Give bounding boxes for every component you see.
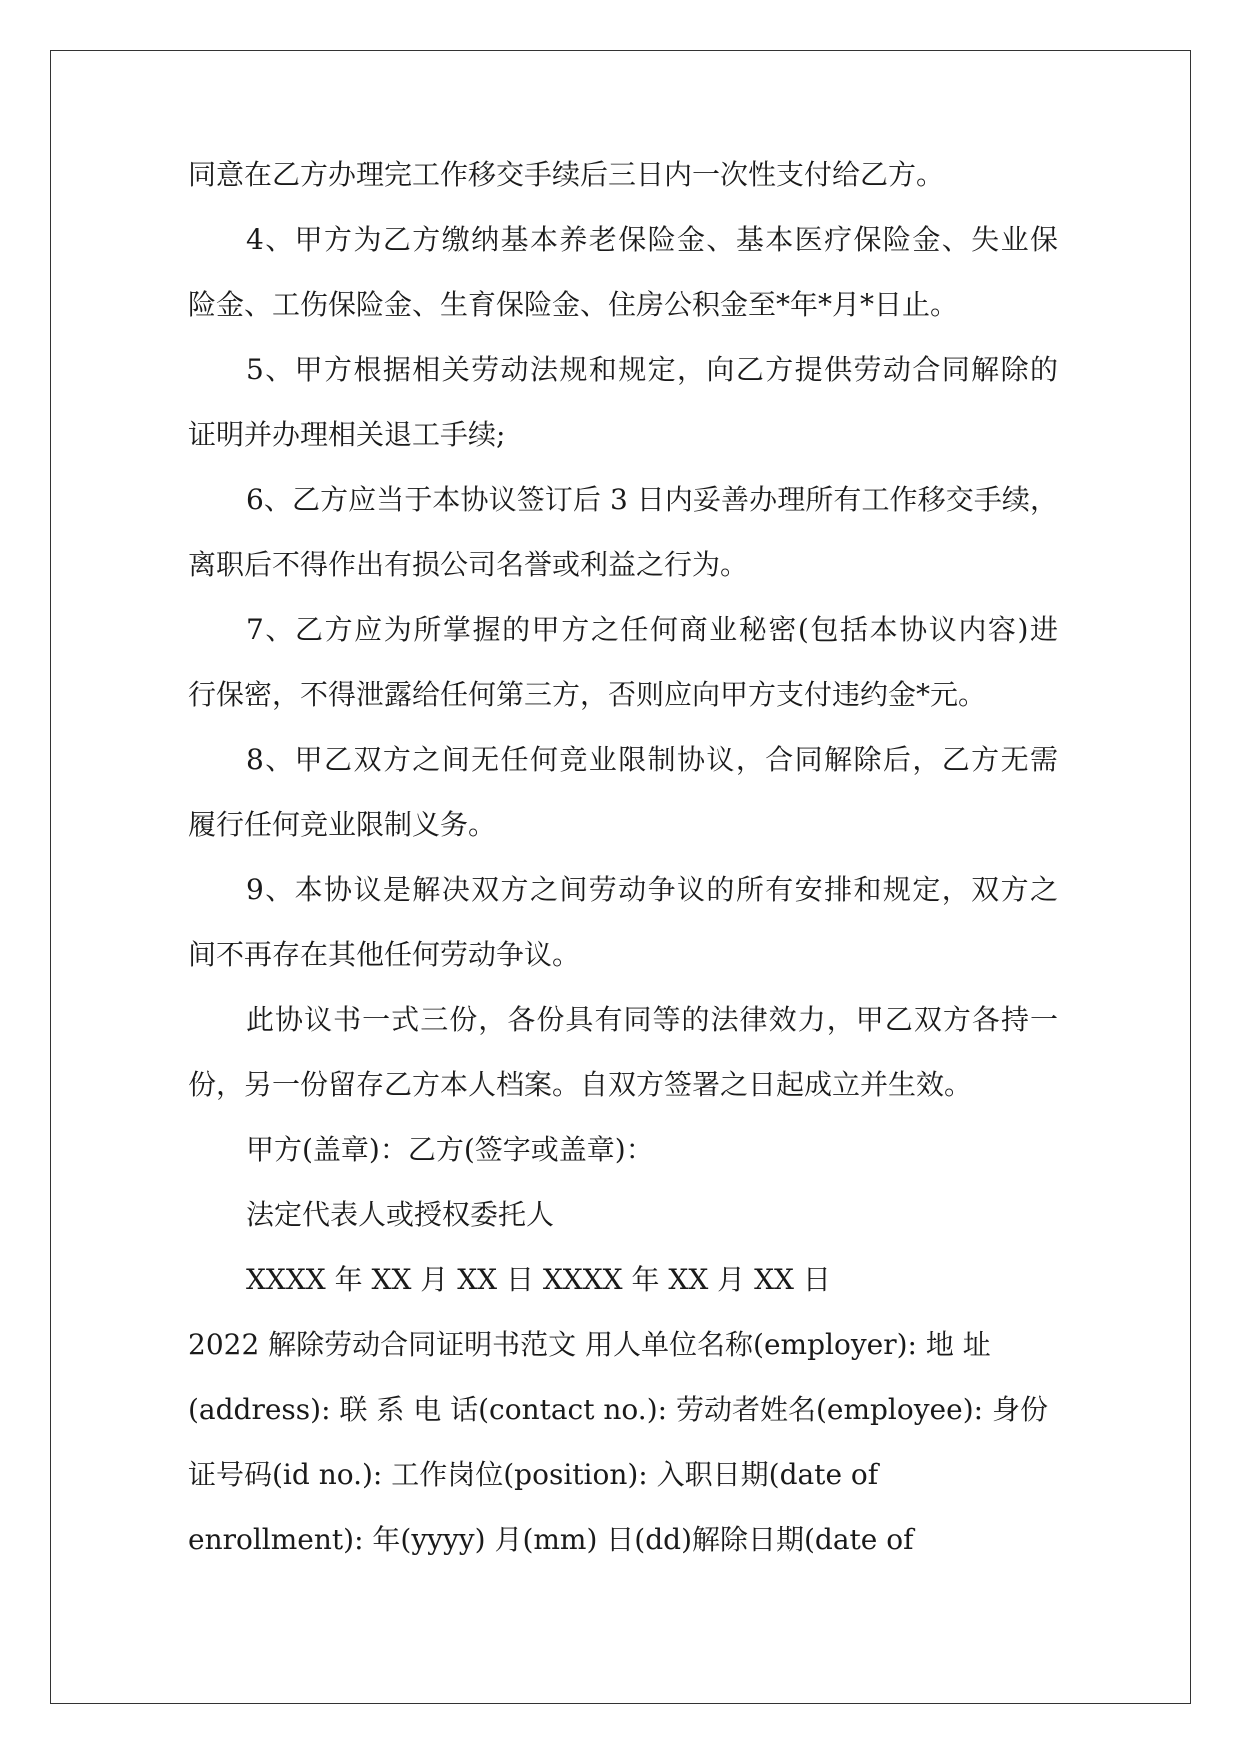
certificate-line-3: 证号码(id no.): 工作岗位(position): 入职日期(date of <box>188 1458 879 1491</box>
clause-4-line-1: 4、甲方为乙方缴纳基本养老保险金、基本医疗保险金、失业保 <box>246 223 1058 256</box>
copies-line-2: 份，另一份留存乙方本人档案。自双方签署之日起成立并生效。 <box>188 1068 973 1101</box>
clause-6-line-2: 离职后不得作出有损公司名誉或利益之行为。 <box>188 548 749 581</box>
clause-6-line-1: 6、乙方应当于本协议签订后 3 日内妥善办理所有工作移交手续， <box>246 483 1058 516</box>
copies-line-1: 此协议书一式三份，各份具有同等的法律效力，甲乙双方各持一 <box>246 1003 1058 1036</box>
signature-dates: XXXX 年 XX 月 XX 日 XXXX 年 XX 月 XX 日 <box>246 1263 831 1296</box>
clause-9-line-2: 间不再存在其他任何劳动争议。 <box>188 938 581 971</box>
certificate-line-2: (address): 联 系 电 话(contact no.): 劳动者姓名(employee): 身份 <box>188 1393 1048 1426</box>
clause-8-line-2: 履行任何竞业限制义务。 <box>188 808 497 841</box>
text-line-1: 同意在乙方办理完工作移交手续后三日内一次性支付给乙方。 <box>188 158 945 191</box>
clause-5-line-1: 5、甲方根据相关劳动法规和规定，向乙方提供劳动合同解除的 <box>246 353 1058 386</box>
document-body <box>188 155 1058 1585</box>
clause-8-line-1: 8、甲乙双方之间无任何竞业限制协议，合同解除后，乙方无需 <box>246 743 1058 776</box>
clause-4-line-2: 险金、工伤保险金、生育保险金、住房公积金至*年*月*日止。 <box>188 288 959 321</box>
certificate-line-1: 2022 解除劳动合同证明书范文 用人单位名称(employer): 地 址 <box>188 1328 991 1361</box>
clause-9-line-1: 9、本协议是解决双方之间劳动争议的所有安排和规定，双方之 <box>246 873 1058 906</box>
clause-7-line-2: 行保密，不得泄露给任何第三方，否则应向甲方支付违约金*元。 <box>188 678 987 711</box>
legal-representative: 法定代表人或授权委托人 <box>246 1198 555 1231</box>
clause-5-line-2: 证明并办理相关退工手续; <box>188 418 506 451</box>
certificate-line-4: enrollment): 年(yyyy) 月(mm) 日(dd)解除日期(date of <box>188 1523 914 1556</box>
clause-7-line-1: 7、乙方应为所掌握的甲方之任何商业秘密(包括本协议内容)进 <box>246 613 1058 646</box>
signature-parties: 甲方(盖章)：乙方(签字或盖章)： <box>246 1133 654 1166</box>
